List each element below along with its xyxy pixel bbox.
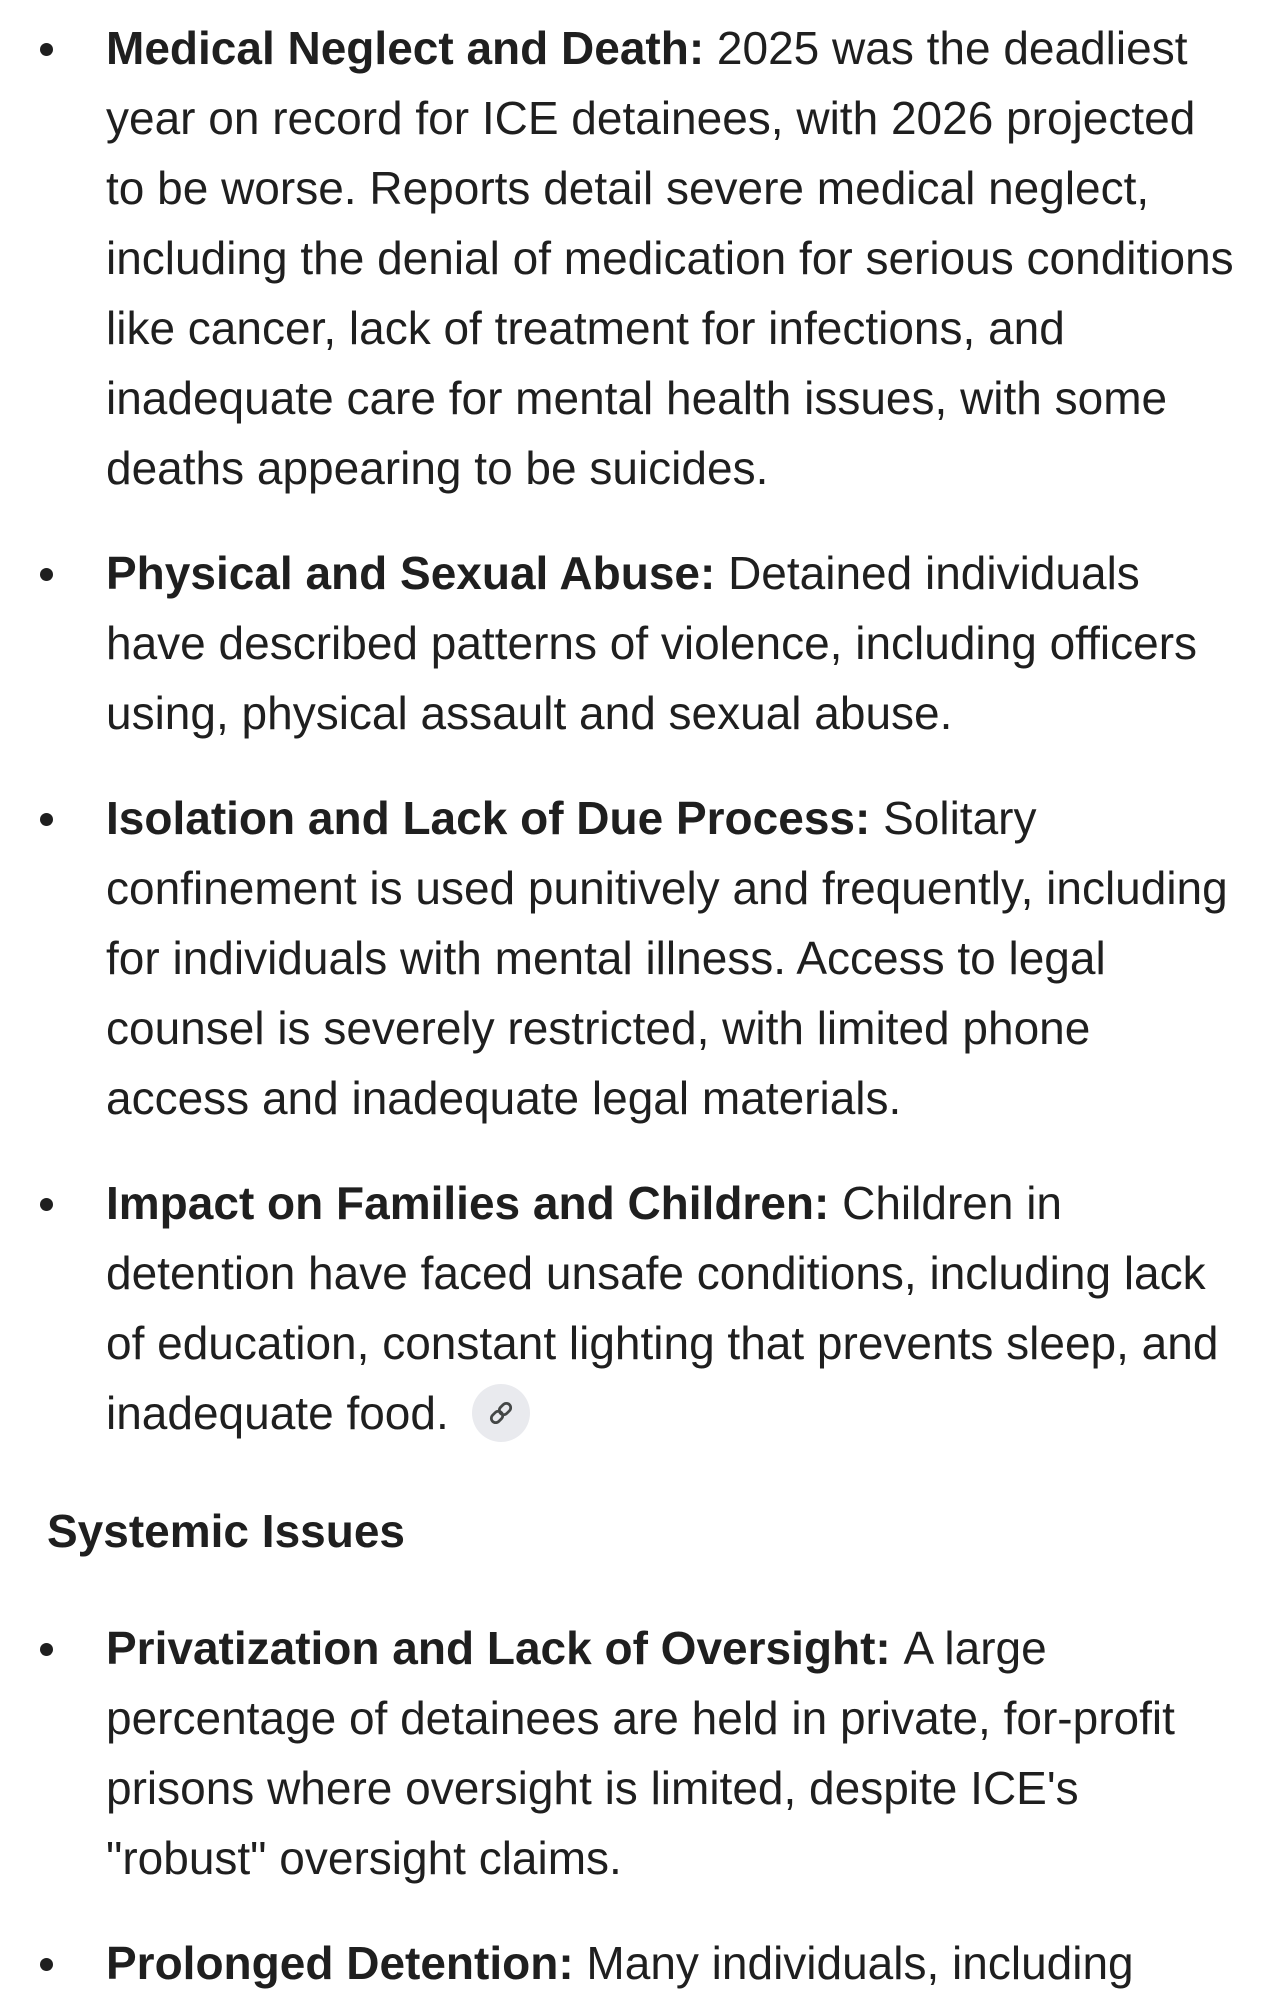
item-text: 2025 was the deadliest year on record for ICE detainees, with 2026 projected to be worse. Reports detail severe medical neglect, including the denial of medication for serious conditions like cancer, lack of treatment for infections, and inadequate care for mental health issues, with some deaths appearing to be suicides. [106,22,1234,494]
conditions-list [0,13,1275,1448]
item-title: Physical and Sexual Abuse: [106,547,729,599]
bullet-dot [40,568,53,581]
list-item-medical-neglect [0,13,1275,503]
list-item-prolonged-detention [0,1928,1275,1998]
item-title: Impact on Families and Children: [106,1177,843,1229]
item-title: Prolonged Detention: [106,1937,587,1989]
item-text: Detained individuals have described patterns of violence, including officers using, physical assault and sexual abuse. [106,547,1198,739]
list-item-physical-abuse [0,538,1275,748]
bullet-dot [40,1958,53,1971]
link-icon [486,1398,516,1428]
systemic-issues-list [0,1613,1275,1998]
bullet-dot [40,813,53,826]
list-item-privatization [0,1613,1275,1893]
item-text: Solitary confinement is used punitively and frequently, including for individuals with mental illness. Access to legal counsel is severely restricted, with limited phone access and inadequate legal materials. [106,792,1228,1124]
bullet-dot [40,43,53,56]
item-text: Many individuals, including [586,1937,1134,1989]
section-heading-systemic-issues: Systemic Issues [47,1505,406,1557]
bullet-dot [40,1198,53,1211]
item-text: Children in detention have faced unsafe conditions, including lack of education, constant lighting that prevents sleep, and inadequate food. [106,1177,1219,1439]
list-item-families-children [0,1168,1275,1448]
list-item-isolation [0,783,1275,1133]
source-link-button[interactable] [472,1384,530,1442]
item-title: Privatization and Lack of Oversight: [106,1622,904,1674]
bullet-dot [40,1643,53,1656]
item-text: A large percentage of detainees are held in private, for-profit prisons where oversight is limited, despite ICE's "robust" oversight claims. [106,1622,1175,1884]
item-title: Isolation and Lack of Due Process: [106,792,884,844]
item-title: Medical Neglect and Death: [106,22,717,74]
